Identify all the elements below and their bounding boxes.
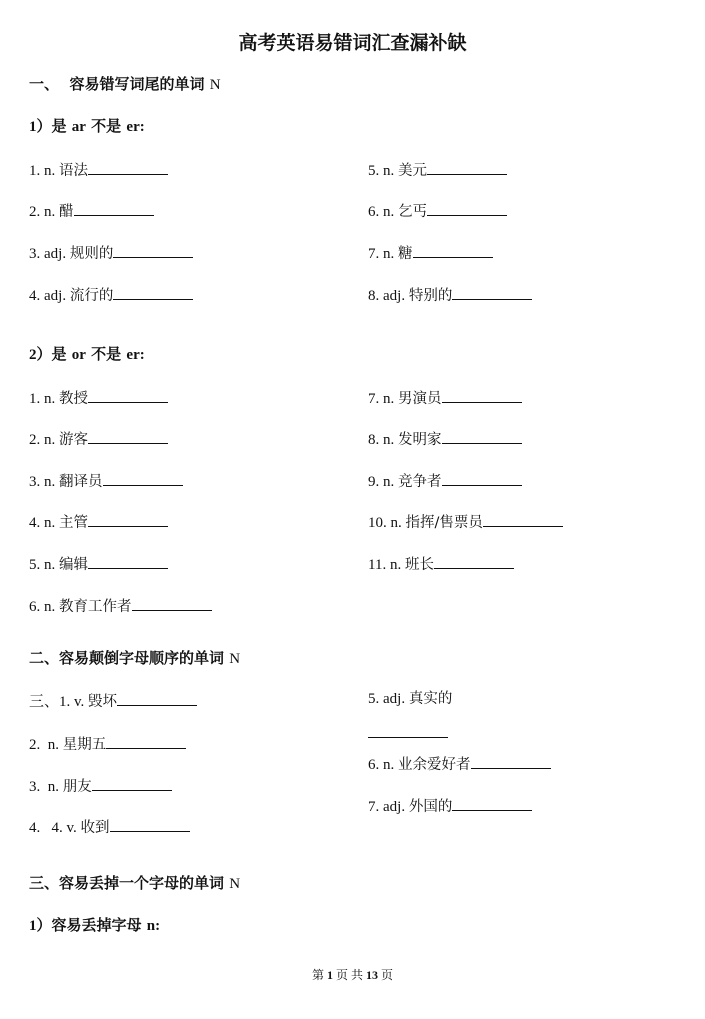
list-item: [368, 511, 563, 532]
list-item: [368, 553, 514, 574]
answer-blank[interactable]: [442, 387, 522, 403]
list-item: [29, 242, 193, 263]
item-word: 糖: [398, 246, 413, 262]
section-label: 三、容易丢掉一个字母的单词: [29, 874, 225, 892]
page-number: 1: [326, 968, 333, 982]
list-item: [29, 553, 168, 574]
list-item: [368, 470, 522, 491]
list-item: [368, 795, 532, 816]
item-prefix: 6. n.: [29, 599, 56, 615]
answer-blank[interactable]: [103, 470, 183, 486]
item-word: 外国的: [408, 799, 453, 815]
list-item: [29, 775, 172, 796]
list-item: [368, 690, 452, 708]
answer-blank[interactable]: [117, 690, 197, 706]
item-word: 教授: [59, 391, 88, 407]
item-word: 翻译员: [59, 474, 103, 490]
list-item: [29, 428, 168, 449]
item-prefix: 4. 4. v.: [29, 820, 77, 836]
text: 不是: [91, 117, 122, 135]
list-item: [29, 511, 168, 532]
list-item: [368, 242, 493, 263]
section-3-heading: [29, 874, 240, 893]
list-item: [29, 284, 193, 305]
item-word: 特别的: [408, 288, 453, 304]
answer-blank[interactable]: [113, 242, 193, 258]
answer-blank[interactable]: [106, 733, 186, 749]
item-prefix: 7. adj.: [368, 799, 406, 815]
item-prefix: 11. n.: [368, 557, 402, 573]
item-word: 星期五: [62, 737, 107, 753]
text: er:: [126, 119, 145, 135]
list-item: [368, 284, 532, 305]
list-item: [29, 387, 168, 408]
text: 第: [311, 968, 324, 982]
item-prefix: 6. n.: [368, 204, 395, 220]
section-suffix: N: [209, 77, 221, 93]
item-prefix: 2. n.: [29, 204, 56, 220]
answer-blank[interactable]: [88, 511, 168, 527]
item-word: 毁坏: [88, 694, 118, 710]
subsection-label: 容易丢掉字母: [51, 916, 142, 934]
answer-blank[interactable]: [88, 428, 168, 444]
item-word: 教育工作者: [59, 599, 132, 615]
item-prefix: 5. n.: [29, 557, 56, 573]
answer-blank[interactable]: [368, 722, 448, 738]
item-prefix: 8. adj.: [368, 288, 406, 304]
text: 不是: [91, 345, 122, 363]
text: 是: [51, 345, 67, 363]
item-word: 醋: [59, 204, 74, 220]
text: n:: [146, 918, 161, 934]
answer-blank[interactable]: [442, 428, 522, 444]
section-1-heading: [29, 75, 221, 94]
item-prefix: 1. n.: [29, 163, 56, 179]
item-prefix: 10. n.: [368, 515, 402, 531]
item-word: 流行的: [69, 288, 114, 304]
list-item: [29, 690, 197, 711]
answer-blank[interactable]: [92, 775, 172, 791]
list-item: [368, 200, 507, 221]
item-word: 游客: [59, 432, 88, 448]
item-prefix: 3. adj.: [29, 246, 67, 262]
item-word: 收到: [80, 820, 110, 836]
list-item: [368, 159, 507, 180]
answer-blank[interactable]: [132, 595, 212, 611]
page-footer: [0, 966, 705, 983]
item-word: 男演员: [398, 391, 442, 407]
document-title: 高考英语易错词汇查漏补缺: [238, 32, 467, 54]
answer-blank[interactable]: [88, 387, 168, 403]
list-item: [29, 816, 190, 837]
item-prefix: 5. adj.: [368, 691, 406, 707]
item-word: 竞争者: [398, 474, 442, 490]
text: ar: [71, 119, 86, 135]
item-prefix: 3. n.: [29, 474, 56, 490]
item-prefix: 7. n.: [368, 391, 395, 407]
list-item-blank-wrap: [368, 722, 448, 743]
item-prefix: 3. n.: [29, 779, 59, 795]
subsection-number: 1）: [29, 918, 52, 934]
section-2-heading: [29, 649, 240, 668]
subsection-1-heading: [29, 117, 145, 136]
item-word: 主管: [59, 515, 88, 531]
item-word: 乞丐: [398, 204, 427, 220]
answer-blank[interactable]: [483, 511, 563, 527]
item-word: 朋友: [62, 779, 92, 795]
item-prefix: 2. n.: [29, 737, 59, 753]
answer-blank[interactable]: [471, 753, 551, 769]
list-item: [368, 753, 551, 774]
section-label: 容易错写词尾的单词: [69, 75, 205, 93]
item-word: 业余爱好者: [398, 757, 471, 773]
answer-blank[interactable]: [74, 200, 154, 216]
answer-blank[interactable]: [434, 553, 514, 569]
answer-blank[interactable]: [88, 553, 168, 569]
list-item: [29, 470, 183, 491]
section-suffix: N: [229, 651, 241, 667]
text: or: [71, 347, 86, 363]
subsection-3-heading: [29, 916, 160, 935]
answer-blank[interactable]: [110, 816, 190, 832]
item-prefix: 2. n.: [29, 432, 56, 448]
item-word: 语法: [59, 163, 88, 179]
section-label: 二、容易颠倒字母顺序的单词: [29, 649, 225, 667]
item-prefix: 三、1. v.: [29, 694, 85, 710]
item-word: 班长: [404, 557, 434, 573]
answer-blank[interactable]: [427, 200, 507, 216]
item-prefix: 4. n.: [29, 515, 56, 531]
item-word: 发明家: [398, 432, 442, 448]
item-prefix: 9. n.: [368, 474, 395, 490]
list-item: [29, 733, 186, 754]
answer-blank[interactable]: [442, 470, 522, 486]
answer-blank[interactable]: [413, 242, 493, 258]
item-prefix: 1. n.: [29, 391, 56, 407]
answer-blank[interactable]: [113, 284, 193, 300]
list-item: [29, 159, 168, 180]
item-prefix: 7. n.: [368, 246, 395, 262]
item-word: 指挥/售票员: [405, 515, 483, 531]
answer-blank[interactable]: [427, 159, 507, 175]
page-total: 13: [366, 968, 378, 982]
section-suffix: N: [229, 876, 241, 892]
item-prefix: 8. n.: [368, 432, 395, 448]
text: 页: [381, 968, 394, 982]
item-prefix: 4. adj.: [29, 288, 67, 304]
item-prefix: 6. n.: [368, 757, 395, 773]
section-number: 一、: [29, 75, 60, 93]
answer-blank[interactable]: [452, 284, 532, 300]
subsection-number: 1）: [29, 119, 52, 135]
text: 是: [51, 117, 67, 135]
item-word: 编辑: [59, 557, 88, 573]
subsection-number: 2）: [29, 347, 52, 363]
list-item: [29, 200, 154, 221]
answer-blank[interactable]: [88, 159, 168, 175]
list-item: [368, 387, 522, 408]
item-word: 规则的: [69, 246, 114, 262]
answer-blank[interactable]: [452, 795, 532, 811]
item-word: 美元: [398, 163, 427, 179]
list-item: [368, 428, 522, 449]
text: 页 共: [335, 968, 363, 982]
item-word: 真实的: [408, 691, 453, 707]
list-item: [29, 595, 212, 616]
item-prefix: 5. n.: [368, 163, 395, 179]
text: er:: [126, 347, 145, 363]
subsection-2-heading: [29, 345, 145, 364]
